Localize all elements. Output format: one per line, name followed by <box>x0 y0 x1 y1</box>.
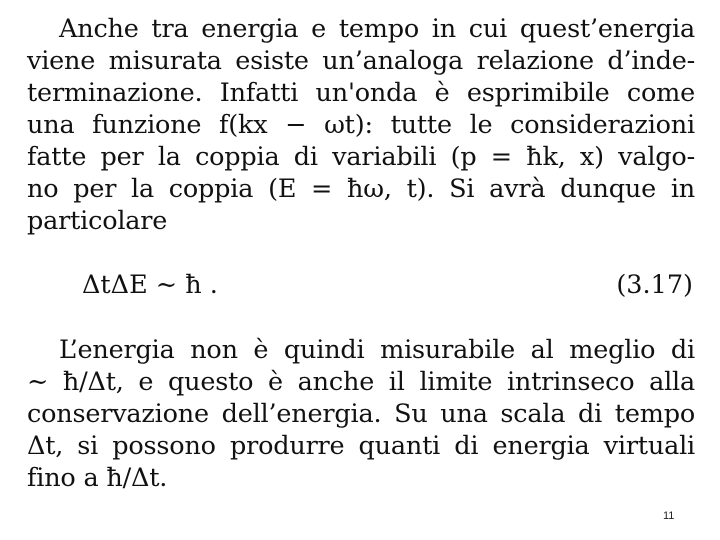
text-line: particolare <box>27 206 168 236</box>
text-line: L’energia non è quindi misurabile al meglio di <box>59 335 695 365</box>
text-line: fino a ħ/Δt. <box>27 463 168 493</box>
paragraph-energy-time <box>27 13 695 237</box>
text-line: no per la coppia (E = ħω, t). Si avrà dunque in <box>27 174 695 204</box>
text-line: conservazione dell’energia. Su una scala di tempo <box>27 399 695 429</box>
equation-number: (3.17) <box>616 270 693 300</box>
text-line: ∼ ħ/Δt, e questo è anche il limite intrinseco alla <box>27 367 695 397</box>
text-line: fatte per la coppia di variabili (p = ħk, x) valgo- <box>27 142 695 172</box>
uncertainty-equation: ΔtΔE ∼ ħ . <box>82 270 218 300</box>
text-line: viene misurata esiste un’analoga relazione d’inde- <box>27 46 695 76</box>
text-line: Anche tra energia e tempo in cui quest’energia <box>59 14 695 44</box>
text-line: terminazione. Infatti un'onda è esprimibile come <box>27 78 695 108</box>
paragraph-energy-conservation <box>27 334 695 494</box>
page-number: 11 <box>663 510 675 522</box>
text-line: una funzione f(kx − ωt): tutte le considerazioni <box>27 110 695 140</box>
text-line: Δt, si possono produrre quanti di energia virtuali <box>27 431 695 461</box>
